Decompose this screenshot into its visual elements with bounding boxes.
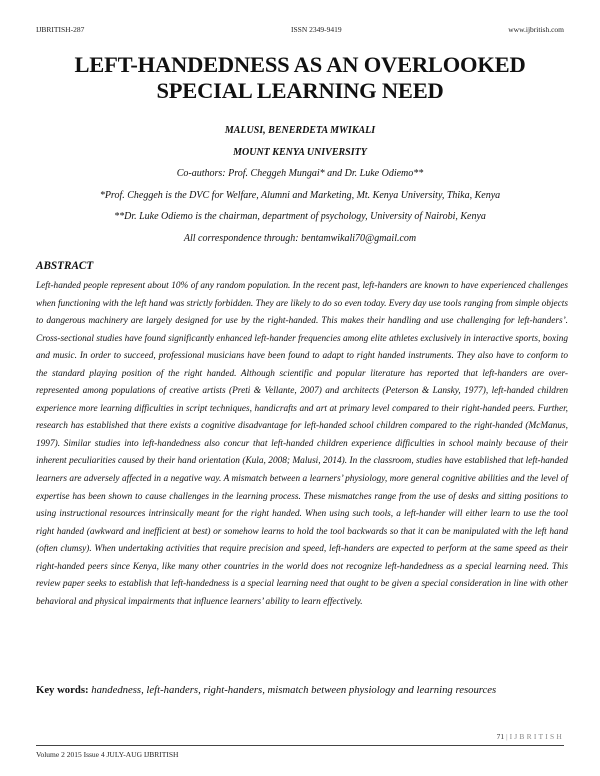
coauthors: Co-authors: Prof. Cheggeh Mungai* and Dr. Luke Odiemo** <box>176 168 424 179</box>
keywords-label: Key words: <box>36 684 89 696</box>
title-line-2: SPECIAL LEARNING NEED <box>156 78 444 103</box>
journal-mark: IJBRITISH <box>509 732 564 741</box>
keywords-text: handedness, left-handers, right-handers, mismatch between physiology and learning resources <box>91 684 497 696</box>
keywords <box>36 683 568 697</box>
page-number-block <box>497 732 564 741</box>
institution: MOUNT KENYA UNIVERSITY <box>233 146 367 158</box>
affiliation-2: **Dr. Luke Odiemo is the chairman, department of psychology, University of Nairobi, Kenya <box>114 211 486 222</box>
volume-info: Volume 2 2015 Issue 4 JULY-AUG IJBRITISH <box>36 750 179 759</box>
abstract-text: Left-handed people represent about 10% of any random population. In the recent past, left-handers are known to have experienced challenges when functioning with the left hand was strictly forbidden. They are likely to do so even today. Every day use tools ranging from simple objects to dangerous machinery are largely designed for use by the right-handed. This makes their handling and use challenging for left-handers’. Cross-sectional studies have found significantly enhanced left-hander frequencies among elite athletes exclusively in interactive sports, boxing and music. In order to succeed, professional musicians have been found to adapt to right handed instruments. They also have to conform to the standard playing position of the right handed. Although scientific and popular literature has reported that left-handers are over-represented among populations of creative artists (Preti & Vellante, 2007) and architects (Peterson & Lansky, 1977), left-handed children experience more learning difficulties in script techniques, handicrafts and art at primary level compared to their right-handed peers. Further, research has established that there exists a cognitive disadvantage for left-handed school children compared to the right-handed (McManus, 1997). Similar studies into left-handedness also concur that left-handed children experience difficulties in school mainly because of their inherent peculiarities caused by their hand orientation (Kula, 2008; Malusi, 2014). In the classroom, studies have established that left-handed learners are adversely affected in a negative way. A mismatch between a learners’ physiology, more general cognitive abilities and the level of expertise has been shown to cause challenges in the learning process. These mismatches range from the use of desks and sitting positions to using instructional resources intrinsically meant for the right handed. When using such tools, a left-hander will either learn to use the tool right handed (awkward and inefficient at best) or somehow learns to hold the tool backwards so that it can be manipulated with the left hand (often clumsy). When undertaking activities that require precision and speed, left-handers are expected to perform at the same speed as their right-handed peers since Kenya, like many other countries in the world does not recognize left-handedness as a special learning need. This review paper seeks to establish that left-handedness is a special learning need that ought to be given a special consideration in line with other behavioral and physical impairments that influence learners’ ability to learn effectively. <box>36 281 568 607</box>
page-number: 71 <box>496 732 505 741</box>
title-line-1: LEFT-HANDEDNESS AS AN OVERLOOKED <box>74 52 526 77</box>
abstract-heading: ABSTRACT <box>36 260 94 272</box>
page-separator: | <box>506 732 508 741</box>
author-block <box>36 124 564 253</box>
journal-id: IJBRITISH-287 <box>36 25 85 34</box>
website-link[interactable]: www.ijbritish.com <box>508 25 564 34</box>
paper-title <box>36 52 564 104</box>
author-name: MALUSI, BENERDETA MWIKALI <box>224 125 376 136</box>
issn: ISSN 2349-9419 <box>291 25 342 34</box>
affiliation-1: *Prof. Cheggeh is the DVC for Welfare, Alumni and Marketing, Mt. Kenya University, Thika, Kenya <box>99 189 501 201</box>
correspondence: All correspondence through: bentamwikali70@gmail.com <box>183 232 417 244</box>
page-header <box>36 25 564 37</box>
footer-divider <box>36 745 564 746</box>
